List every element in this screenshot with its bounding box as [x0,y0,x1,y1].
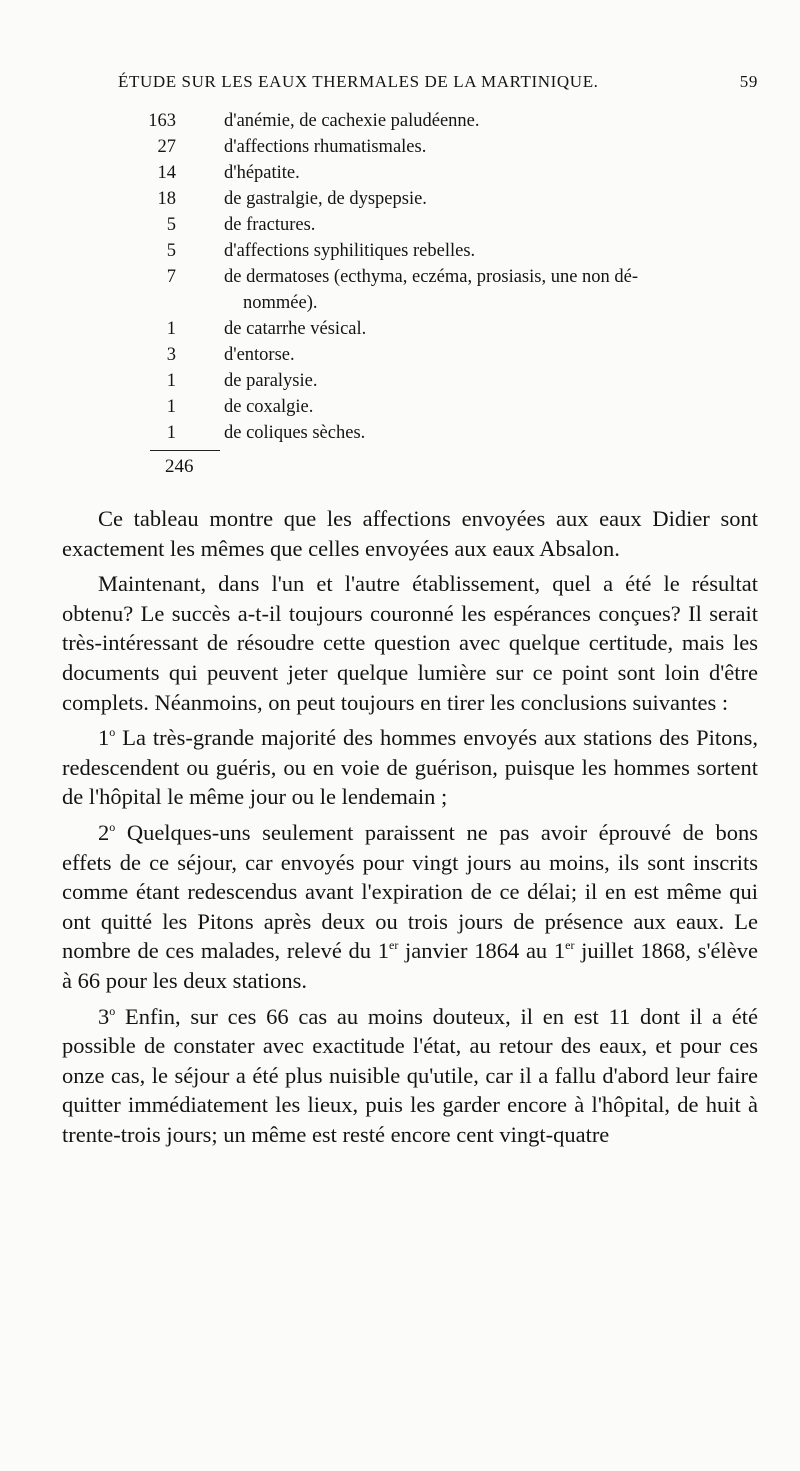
row-count: 5 [166,215,176,235]
row-count: 27 [157,137,176,157]
item-number: 3 [98,1003,110,1029]
table-row [118,160,768,186]
total-rule [150,450,220,451]
row-text: d'entorse. [224,345,295,365]
row-text: d'affections rhumatismales. [224,137,427,157]
row-count: 1 [166,319,176,339]
table-row [118,368,768,394]
ordinal-mark: o [109,1003,116,1018]
row-count: 1 [166,423,176,443]
row-text: de coliques sèches. [224,423,366,443]
statistics-table [118,108,768,446]
ordinal-mark: o [109,725,116,740]
row-count: 3 [166,345,176,365]
list-item-2 [62,818,758,996]
running-head [118,72,758,100]
item-number: 1 [98,725,110,751]
paragraph: Maintenant, dans l'un et l'autre établissement, quel a été le résultat obtenu? Le succès a-t-il toujours couronné les espérances conçues? Il serait très-intéressant de résoudre cette question avec quelque certitude, mais les documents qui peuvent jeter quelque lumière sur ce point sont loin d'être complets. Néanmoins, on peut toujours en tirer les conclusions suivantes : [62,571,758,715]
item-text: juillet 1868, s'élève à 66 pour les deux stations. [62,938,758,993]
row-text: d'anémie, de cachexie paludéenne. [224,111,480,131]
row-text: de fractures. [224,215,316,235]
table-row [118,134,768,160]
table-row [118,186,768,212]
ordinal-mark: er [389,938,399,953]
table-row [118,394,768,420]
item-text: Quelques-uns seulement paraissent ne pas avoir éprouvé de bons effets de ce séjour, car envoyés pour vingt jours au moins, ils sont inscrits comme étant redescendus avant l'expiration de ce délai; il en est même qui ont quitté les Pitons après deux ou trois jours de présence aux eaux. Le nombre de ces malades, relevé du 1 [62,819,758,964]
row-text: de gastralgie, de dyspepsie. [224,189,427,209]
row-text: d'affections syphilitiques rebelles. [224,241,476,261]
row-count: 7 [166,267,176,287]
row-text: de catarrhe vésical. [224,319,367,339]
table-row [118,264,768,290]
table-row [118,238,768,264]
item-text: La très-grande majorité des hommes envoyés aux stations des Pitons, redescendent ou guéris, ou en voie de guérison, puisque les hommes sortent de l'hôpital le même jour ou le lendemain ; [62,725,758,810]
table-row [118,420,768,446]
item-text: Enfin, sur ces 66 cas au moins douteux, il en est 11 dont il a été possible de constater avec exactitude l'état, au retour des eaux, et pour ces onze cas, le séjour a été plus nuisible qu'utile, car il a fallu d'abord leur faire quitter immédiatement les lieux, puis les garder encore à l'hôpital, de huit à trente-trois jours; un même est resté encore cent vingt-quatre [62,1003,758,1147]
running-title: ÉTUDE SUR LES EAUX THERMALES DE LA MARTINIQUE. [118,72,599,91]
row-text: nommée). [243,293,318,313]
row-count: 1 [166,371,176,391]
row-count: 14 [157,163,176,183]
item-number: 2 [98,819,110,845]
table-row [118,342,768,368]
ordinal-mark: er [565,938,575,953]
page-number: 59 [739,72,758,91]
ordinal-mark: o [109,819,116,834]
row-count: 163 [148,111,176,131]
table-row-continuation [118,290,768,316]
item-text: janvier 1864 au 1 [398,938,566,964]
row-text: de paralysie. [224,371,318,391]
row-count: 1 [166,397,176,417]
row-text: de coxalgie. [224,397,314,417]
table-row [118,316,768,342]
row-text: d'hépatite. [224,163,300,183]
row-count: 5 [166,241,176,261]
body-text [62,504,758,1149]
list-item-1 [62,723,758,812]
table-row [118,108,768,134]
row-count: 18 [157,189,176,209]
paragraph: Ce tableau montre que les affections envoyées aux eaux Didier sont exactement les mêmes que celles envoyées aux eaux Absalon. [62,506,758,561]
list-item-3 [62,1002,758,1150]
table-total: 246 [165,456,194,477]
row-text: de dermatoses (ecthyma, eczéma, prosiasis, une non dé- [224,267,639,287]
table-row [118,212,768,238]
